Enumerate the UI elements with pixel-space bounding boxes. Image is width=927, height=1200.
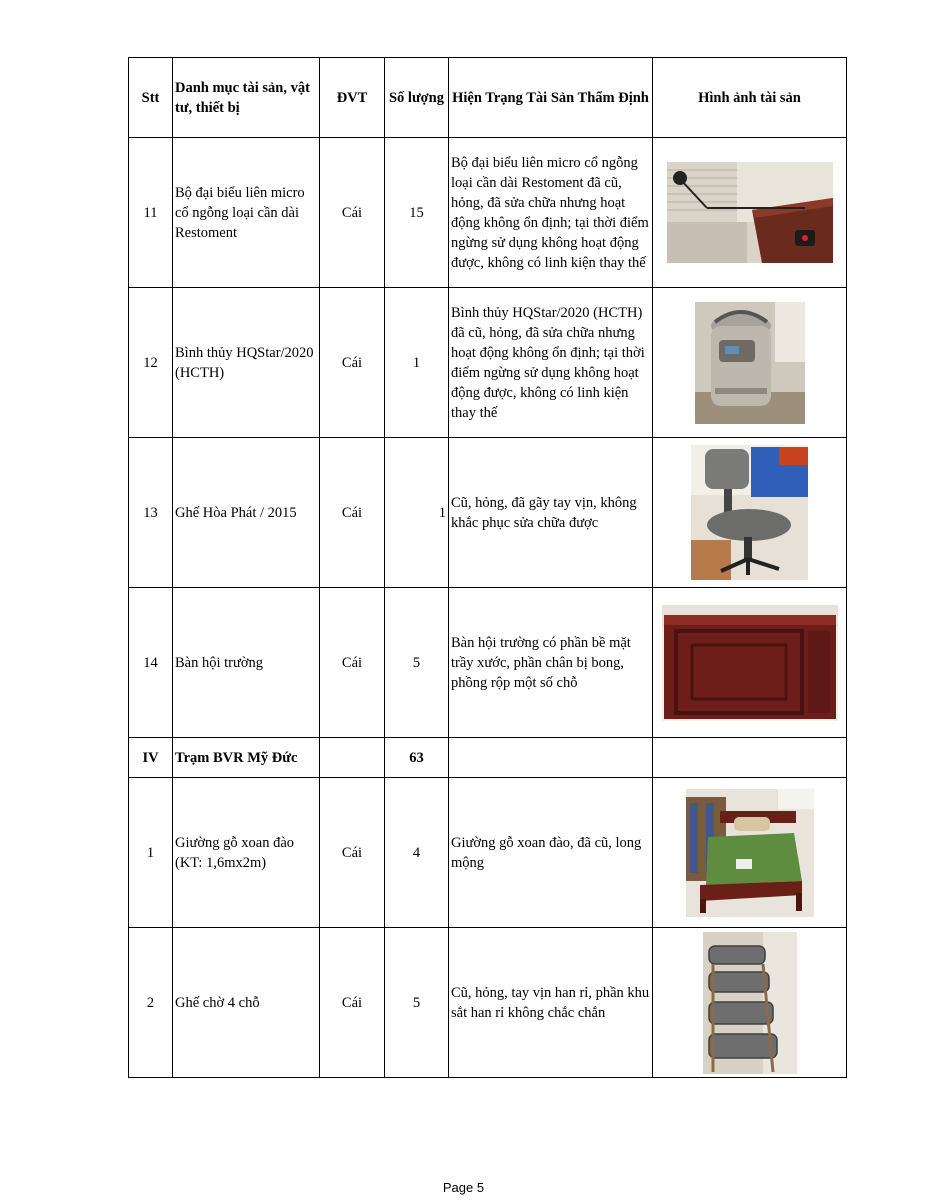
row-name: Ghế chờ 4 chỗ (173, 928, 320, 1078)
row-stt: 11 (129, 138, 173, 288)
row-image-cell (653, 438, 847, 588)
row-status: Giường gỗ xoan đào, đã cũ, long mộng (449, 778, 653, 928)
page-number: Page 5 (442, 1180, 485, 1195)
row-status: Bộ đại biểu liên micro cổ ngỗng loại cần dài Restoment đã cũ, hỏng, đã sửa chữa nhưng hoạt động không ổn định; tại thời điểm ngừng sử dụng không hoạt động được, không có linh kiện thay thế (449, 138, 653, 288)
row-image-cell (653, 928, 847, 1078)
row-status: Bàn hội trường có phần bề mặt trầy xước, phần chân bị bong, phồng rộp một số chỗ (449, 588, 653, 738)
table-row (129, 778, 847, 928)
row-qty: 1 (385, 288, 449, 438)
asset-table (128, 57, 847, 1078)
section-status-empty (449, 738, 653, 778)
row-stt: 2 (129, 928, 173, 1078)
section-stt: IV (129, 738, 173, 778)
row-name: Ghế Hòa Phát / 2015 (173, 438, 320, 588)
row-unit: Cái (320, 138, 385, 288)
row-unit: Cái (320, 928, 385, 1078)
table-row (129, 588, 847, 738)
section-qty: 63 (385, 738, 449, 778)
header-image: Hình ảnh tài sản (653, 58, 847, 138)
section-name: Trạm BVR Mỹ Đức (173, 738, 320, 778)
table-row (129, 288, 847, 438)
row-qty: 15 (385, 138, 449, 288)
table-header-row (129, 58, 847, 138)
row-stt: 12 (129, 288, 173, 438)
row-qty: 4 (385, 778, 449, 928)
row-name: Bàn hội trường (173, 588, 320, 738)
hall-table-photo (662, 605, 838, 721)
header-category: Danh mục tài sản, vật tư, thiết bị (173, 58, 320, 138)
row-unit: Cái (320, 778, 385, 928)
row-qty: 5 (385, 928, 449, 1078)
section-row (129, 738, 847, 778)
row-name: Bộ đại biểu liên micro cổ ngỗng loại cần dài Restoment (173, 138, 320, 288)
row-qty: 5 (385, 588, 449, 738)
thermos-photo (695, 302, 805, 424)
row-unit: Cái (320, 438, 385, 588)
bed-photo (686, 789, 814, 917)
row-name: Bình thủy HQStar/2020 (HCTH) (173, 288, 320, 438)
row-stt: 13 (129, 438, 173, 588)
row-image-cell (653, 778, 847, 928)
row-image-cell (653, 138, 847, 288)
header-stt: Stt (129, 58, 173, 138)
table-row (129, 138, 847, 288)
section-unit-empty (320, 738, 385, 778)
row-status: Cũ, hỏng, tay vịn han rỉ, phần khu sắt han rỉ không chắc chắn (449, 928, 653, 1078)
row-name: Giường gỗ xoan đào (KT: 1,6mx2m) (173, 778, 320, 928)
row-unit: Cái (320, 588, 385, 738)
section-image-empty (653, 738, 847, 778)
header-quantity: Số lượng (385, 58, 449, 138)
row-image-cell (653, 288, 847, 438)
row-stt: 1 (129, 778, 173, 928)
row-unit: Cái (320, 288, 385, 438)
waiting-bench-photo (703, 932, 797, 1074)
row-status: Bình thủy HQStar/2020 (HCTH) đã cũ, hỏng, đã sửa chữa nhưng hoạt động không ổn định; tại thời điểm ngừng sử dụng không hoạt động được, không có linh kiện thay thế (449, 288, 653, 438)
table-row (129, 928, 847, 1078)
micro-photo (667, 162, 833, 263)
chair-photo (691, 445, 808, 580)
row-status: Cũ, hỏng, đã gãy tay vịn, không khắc phục sửa chữa được (449, 438, 653, 588)
row-qty: 1 (385, 438, 449, 588)
header-unit: ĐVT (320, 58, 385, 138)
table-row (129, 438, 847, 588)
row-image-cell (653, 588, 847, 738)
row-stt: 14 (129, 588, 173, 738)
header-status: Hiện Trạng Tài Sản Thẩm Định (449, 58, 653, 138)
